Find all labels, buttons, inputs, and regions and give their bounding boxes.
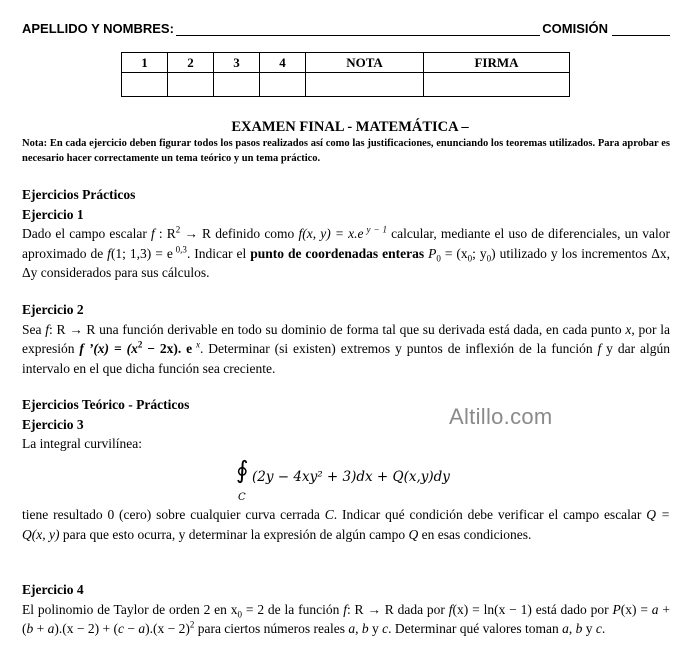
exercise-1-title: Ejercicio 1 <box>22 206 84 222</box>
exercise-4-title: Ejercicio 4 <box>22 582 84 597</box>
exercise-2-text: Sea f: R → R una función derivable en todo su dominio de forma tal que su derivada está dada, en cada punto x, por la expresión f ’(x) = $(x^2 - 2x)$. e $^x$. Determinar (si existen) extremos y puntos de inflexión de la función f y dar algún intervalo en el que dicha función sea creciente. <box>22 321 670 376</box>
exam-title: EXAMEN FINAL - MATEMÁTICA – <box>231 119 469 135</box>
exercise-3-block <box>22 395 670 454</box>
exercise-1-block <box>22 185 670 283</box>
col-4: 4 <box>260 53 306 73</box>
col-1: 1 <box>122 53 168 73</box>
exercise-3-intro: La integral curvilínea: <box>22 436 142 451</box>
exercise-1-text: Dado el campo escalar f : $R^2 \to R$ definido como f(x, y) = x.e $^{y - 1}$ calcular, mediante el uso de diferenciales, un valor aproximado de f(1; 1,3) = e $^{0,3}$. Indicar el punto de coordenadas enteras $P_0 = (x_0$; $y_0$) utilizado y los incrementos Δx, Δy considerados para sus cálculos. <box>22 224 671 280</box>
comision-field-line <box>612 21 670 36</box>
grade-table-empty-row <box>122 73 570 97</box>
section-heading-teorico-practicos: Ejercicios Teórico - Prácticos <box>22 397 190 412</box>
cell-1 <box>122 73 168 97</box>
altillo-watermark: Altillo.com <box>449 404 553 429</box>
student-header <box>22 16 670 36</box>
exercise-3-title: Ejercicio 3 <box>22 416 84 432</box>
cell-2 <box>168 73 214 97</box>
exercise-3-text: tiene resultado 0 (cero) sobre cualquier curva cerrada C. Indicar qué condición debe verificar el campo escalar Q = Q(x, y) para que esto ocurra, y determinar la expresión de algún campo Q en esas condiciones. <box>22 507 671 542</box>
section-heading-practicos: Ejercicios Prácticos <box>22 187 136 202</box>
integral-expression: (2y − 4xy² + 3)dx + Q(x,y)dy <box>252 469 450 485</box>
col-firma: FIRMA <box>424 53 570 73</box>
grade-table <box>121 52 570 97</box>
grade-table-header-row <box>122 53 570 73</box>
name-label: APELLIDO Y NOMBRES: <box>22 21 174 36</box>
cell-nota <box>306 73 424 97</box>
cell-firma <box>424 73 570 97</box>
col-nota: NOTA <box>306 53 424 73</box>
comision-label: COMISIÓN <box>542 21 608 36</box>
col-3: 3 <box>214 53 260 73</box>
integral-curve-label: C <box>238 492 246 503</box>
contour-integral-symbol: ∮ <box>236 456 249 484</box>
name-field-line <box>176 21 540 36</box>
col-2: 2 <box>168 53 214 73</box>
cell-3 <box>214 73 260 97</box>
exam-note: Nota: En cada ejercicio deben figurar todos los pasos realizados así como las justificaciones, enunciando los teoremas utilizados. Para aprobar es necesario hacer correctamente un tema teórico y un tema práctico. <box>22 138 670 164</box>
cell-4 <box>260 73 306 97</box>
line-integral-formula <box>236 456 476 504</box>
exercise-2-block <box>22 300 670 378</box>
exercise-4-text: El polinomio de Taylor de orden 2 en $x_0 = 2$ de la función f: R → R dada por f(x) = ln(x − 1) está dado por $P(x) = a + (b + a).(x - 2) + (c - a).(x - 2)^2$ para ciertos números reales a, b y c. Determinar qué valores toman a, b y c. <box>22 601 670 636</box>
exercise-4-block <box>22 580 670 639</box>
exercise-2-title: Ejercicio 2 <box>22 302 84 317</box>
